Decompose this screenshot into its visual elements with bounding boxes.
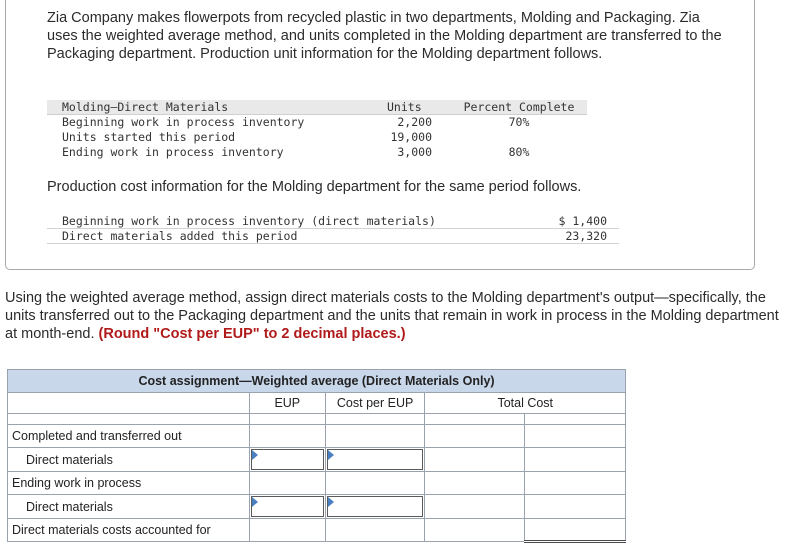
row-ending-direct-materials: Direct materials xyxy=(8,495,250,519)
completed-total-spacer xyxy=(425,448,525,472)
ending-eup-input[interactable] xyxy=(251,496,324,517)
completed-cost-per-eup-cell xyxy=(325,448,425,472)
ending-total-input[interactable] xyxy=(525,495,626,519)
row-units: 2,200 xyxy=(397,115,432,129)
cost-value: 23,320 xyxy=(565,229,607,243)
cost-value: $ 1,400 xyxy=(558,214,607,228)
cost-assignment-table xyxy=(7,369,626,543)
cost-label: Beginning work in process inventory (direct materials) xyxy=(62,214,436,228)
header-percent: Percent Complete xyxy=(463,100,575,114)
input-marker-icon xyxy=(328,450,334,460)
row-label: Beginning work in process inventory xyxy=(62,115,305,129)
production-costs-table xyxy=(47,214,619,245)
row-label: Units started this period xyxy=(62,130,236,144)
header-empty xyxy=(8,393,250,414)
input-marker-icon xyxy=(252,450,258,460)
table-row xyxy=(47,214,619,229)
question-text xyxy=(5,289,793,343)
row-percent: 80% xyxy=(508,145,530,159)
header-label: Molding—Direct Materials xyxy=(62,100,229,114)
table-row xyxy=(47,145,587,160)
cost-intro-text: Production cost information for the Molding department for the same period follows. xyxy=(47,179,582,195)
question-body: Using the weighted average method, assign direct materials costs to the Molding department's output—specifically, the units transferred out to the Packaging department and the units that remain in work in process in the Molding department at month-end. xyxy=(5,290,779,342)
column-cost-per-eup: Cost per EUP xyxy=(325,393,425,414)
rounding-instruction: (Round "Cost per EUP" to 2 decimal places.) xyxy=(98,326,406,342)
header-units: Units xyxy=(387,100,422,114)
column-total-cost: Total Cost xyxy=(425,393,626,414)
ending-cost-per-eup-cell xyxy=(325,495,425,519)
column-eup: EUP xyxy=(249,393,325,414)
completed-eup-cell xyxy=(249,448,325,472)
table-row xyxy=(47,130,587,145)
table-row xyxy=(47,115,587,130)
intro-text: Zia Company makes flowerpots from recycled plastic in two departments, Molding and Packaging. Zia uses the weighted average method, and units completed in the Molding department are transferred to the Packaging department. Production unit information for the Molding department follows. xyxy=(47,10,722,62)
completed-cost-per-eup-input[interactable] xyxy=(327,449,424,470)
input-marker-icon xyxy=(328,497,334,507)
production-units-table xyxy=(47,100,587,161)
accounted-total-input[interactable] xyxy=(525,519,626,542)
completed-eup-input[interactable] xyxy=(251,449,324,470)
row-completed-transferred: Completed and transferred out xyxy=(8,425,250,448)
input-marker-icon xyxy=(252,497,258,507)
row-units: 19,000 xyxy=(390,130,432,144)
ending-cost-per-eup-input[interactable] xyxy=(327,496,424,517)
row-costs-accounted-for: Direct materials costs accounted for xyxy=(8,519,250,542)
row-completed-direct-materials: Direct materials xyxy=(8,448,250,472)
row-ending-wip: Ending work in process xyxy=(8,472,250,495)
cost-assignment-title: Cost assignment—Weighted average (Direct Materials Only) xyxy=(8,370,626,393)
completed-total-input[interactable] xyxy=(525,448,626,472)
row-units: 3,000 xyxy=(397,145,432,159)
row-percent: 70% xyxy=(508,115,530,129)
ending-eup-cell xyxy=(249,495,325,519)
row-label: Ending work in process inventory xyxy=(62,145,284,159)
ending-total-spacer xyxy=(425,495,525,519)
production-units-header xyxy=(47,100,587,115)
cost-label: Direct materials added this period xyxy=(62,229,298,243)
table-row xyxy=(47,229,619,244)
